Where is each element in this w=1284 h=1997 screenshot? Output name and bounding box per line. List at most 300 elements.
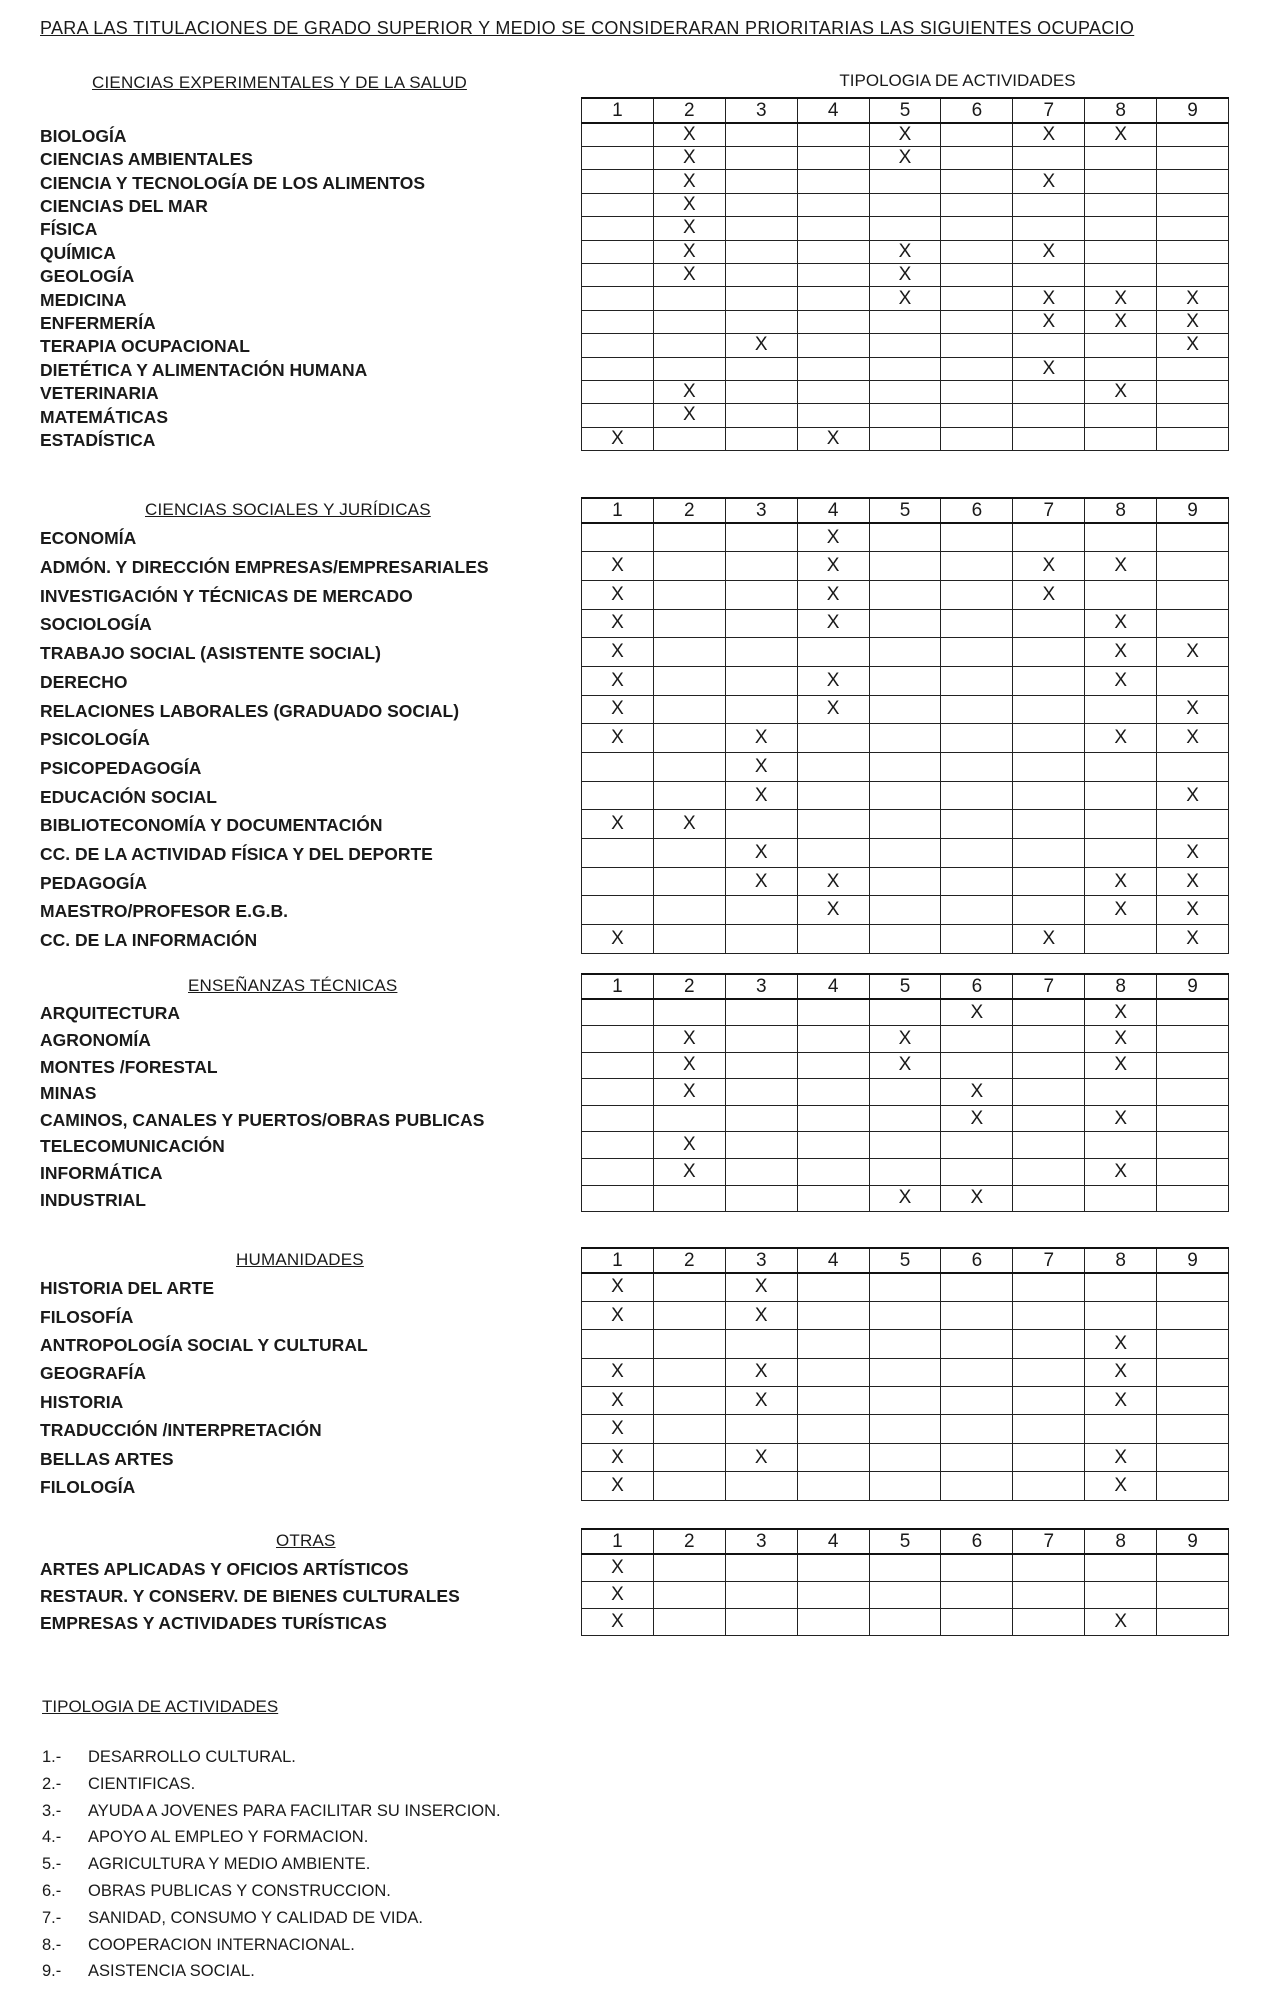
grid-cell: X [653,1026,725,1053]
grid-cell [1013,1185,1085,1212]
grid-row [582,147,1229,170]
grid-cell [869,867,941,896]
titulacion-label: CIENCIAS AMBIENTALES [40,149,253,170]
titulacion-label: AGRONOMÍA [40,1029,151,1050]
titulacion-label: EDUCACIÓN SOCIAL [40,786,217,807]
titulacion-label: INDUSTRIAL [40,1189,146,1210]
grid-cell [725,1330,797,1358]
grid-cell: X [1085,666,1157,695]
grid-cell [797,724,869,753]
grid-cell [941,217,1013,240]
grid-cell: X [1085,1608,1157,1635]
grid-cell [941,1554,1013,1581]
grid-cell [653,1472,725,1500]
grid-cell [1013,1159,1085,1186]
grid-cell [1085,404,1157,427]
grid-row [582,580,1229,609]
tipologia-header: TIPOLOGIA DE ACTIVIDADES [839,71,1076,90]
grid-cell [941,1273,1013,1301]
grid-cell: X [869,263,941,286]
grid-cell: X [1157,896,1229,925]
titulacion-label: BIBLIOTECONOMÍA Y DOCUMENTACIÓN [40,815,383,836]
column-number: 1 [582,498,654,523]
grid-cell: X [1085,867,1157,896]
titulacion-label: ARTES APLICADAS Y OFICIOS ARTÍSTICOS [40,1558,409,1579]
grid-cell [1085,580,1157,609]
grid-cell [582,310,654,333]
grid-cell [797,404,869,427]
titulacion-label: TERAPIA OCUPACIONAL [40,336,250,357]
grid-row [582,1608,1229,1635]
grid-cell: X [1013,580,1085,609]
column-number: 5 [869,1248,941,1273]
grid-cell [941,404,1013,427]
grid-cell: X [1157,839,1229,868]
grid-cell [1157,1159,1229,1186]
legend-text: DESARROLLO CULTURAL. [88,1748,296,1766]
legend-number: 2.- [42,1774,62,1793]
grid-cell [869,666,941,695]
section-title: HUMANIDADES [236,1250,364,1269]
grid-cell [653,839,725,868]
grid-cell: X [653,1052,725,1079]
grid-cell: X [1085,1330,1157,1358]
column-number: 4 [797,974,869,999]
grid-cell: X [725,1273,797,1301]
grid-cell: X [1085,552,1157,581]
grid-cell [653,925,725,954]
grid-cell [1157,810,1229,839]
grid-row [582,240,1229,263]
grid-cell [869,810,941,839]
grid-cell [941,1443,1013,1471]
grid-cell [941,781,1013,810]
grid-cell [1085,217,1157,240]
grid-cell [582,240,654,263]
column-number: 8 [1085,1248,1157,1273]
grid-cell: X [797,427,869,450]
grid-cell: X [582,666,654,695]
grid-cell: X [653,170,725,193]
grid-cell [1085,263,1157,286]
legend-item [42,1962,255,1981]
legend-item [42,1855,370,1874]
grid-cell [1013,1301,1085,1329]
grid-cell [653,580,725,609]
grid-cell [725,609,797,638]
grid-cell: X [1085,1472,1157,1500]
grid-cell [941,552,1013,581]
titulacion-label: ANTROPOLOGÍA SOCIAL Y CULTURAL [40,1335,368,1355]
grid-row [582,1554,1229,1581]
titulacion-label: PSICOLOGÍA [40,729,150,750]
column-number: 8 [1085,98,1157,123]
titulacion-label: EMPRESAS Y ACTIVIDADES TURÍSTICAS [40,1612,387,1633]
grid-cell: X [582,695,654,724]
titulacion-label: ECONOMÍA [40,528,137,549]
grid-cell [1085,810,1157,839]
grid-cell [869,1301,941,1329]
grid-cell [1085,839,1157,868]
grid-cell [869,609,941,638]
grid-cell [1013,427,1085,450]
grid-cell: X [1085,287,1157,310]
titulacion-label: MINAS [40,1083,97,1104]
grid-row [582,263,1229,286]
grid-cell [582,380,654,403]
grid-cell [582,896,654,925]
column-number: 3 [725,498,797,523]
grid-cell [941,310,1013,333]
grid-cell [1085,193,1157,216]
grid-cell [869,580,941,609]
grid-row [582,1026,1229,1053]
grid-cell [1157,404,1229,427]
grid-cell [941,580,1013,609]
grid-cell: X [1085,1105,1157,1132]
grid-cell [653,427,725,450]
grid-cell [941,170,1013,193]
grid-cell [797,287,869,310]
grid-cell [869,638,941,667]
grid-cell [1013,867,1085,896]
grid-cell [1085,523,1157,552]
grid-cell [582,193,654,216]
grid-cell [869,1608,941,1635]
grid-cell: X [653,404,725,427]
titulacion-label: GEOLOGÍA [40,266,135,287]
grid-cell: X [653,263,725,286]
titulacion-label: INVESTIGACIÓN Y TÉCNICAS DE MERCADO [40,585,413,606]
grid-cell [653,1330,725,1358]
grid-cell [869,357,941,380]
column-number: 2 [653,974,725,999]
grid-row [582,1301,1229,1329]
grid-cell: X [1013,357,1085,380]
grid-cell [1085,925,1157,954]
grid-cell [869,334,941,357]
grid-cell [797,1132,869,1159]
grid-cell [1013,1608,1085,1635]
legend-number: 8.- [42,1935,62,1954]
grid-cell [941,1026,1013,1053]
grid-row [582,724,1229,753]
grid-cell [1157,380,1229,403]
column-number: 5 [869,974,941,999]
grid-cell [1157,147,1229,170]
grid-cell [1013,1105,1085,1132]
grid-cell: X [797,896,869,925]
grid-row [582,123,1229,147]
grid-cell: X [1157,925,1229,954]
grid-cell [869,1387,941,1415]
grid-cell: X [1013,240,1085,263]
grid-cell: X [725,839,797,868]
grid-cell [869,896,941,925]
grid-cell [869,1581,941,1608]
grid-cell [725,380,797,403]
grid-cell [941,357,1013,380]
legend-item [42,1748,296,1767]
grid-cell [1013,380,1085,403]
grid-cell [941,695,1013,724]
grid-cell [1013,999,1085,1026]
grid-cell [1157,523,1229,552]
grid-cell [941,1415,1013,1443]
grid-cell [582,1159,654,1186]
grid-cell [1085,240,1157,263]
grid-cell: X [725,1387,797,1415]
grid-cell: X [1157,287,1229,310]
grid-cell: X [653,240,725,263]
grid-cell [1157,609,1229,638]
legend-text: COOPERACION INTERNACIONAL. [88,1935,355,1954]
grid-cell [582,1052,654,1079]
grid-cell [653,1387,725,1415]
column-number: 2 [653,98,725,123]
grid-cell [725,240,797,263]
grid-cell [797,1443,869,1471]
grid-cell [941,1052,1013,1079]
grid-cell [941,427,1013,450]
grid-cell [1157,193,1229,216]
grid-cell [725,1581,797,1608]
grid-cell [1013,1358,1085,1386]
grid-cell: X [869,240,941,263]
grid-header-row [582,98,1229,123]
grid-cell [941,1581,1013,1608]
grid-cell: X [797,523,869,552]
grid-cell: X [869,1052,941,1079]
column-number: 4 [797,1529,869,1554]
grid-cell [1013,1387,1085,1415]
grid-cell [1013,1415,1085,1443]
grid-cell [797,263,869,286]
grid-cell [941,523,1013,552]
grid-cell [869,1273,941,1301]
grid-row [582,896,1229,925]
grid-cell: X [1085,1052,1157,1079]
legend-number: 7.- [42,1908,62,1927]
grid-cell [1157,753,1229,782]
column-number: 3 [725,1529,797,1554]
grid-cell [1085,1132,1157,1159]
grid-cell: X [582,609,654,638]
grid-cell [725,310,797,333]
grid-cell: X [941,1185,1013,1212]
grid-cell [653,1105,725,1132]
column-number: 9 [1157,498,1229,523]
titulacion-label: RELACIONES LABORALES (GRADUADO SOCIAL) [40,700,460,721]
grid-cell [869,552,941,581]
grid-cell: X [797,552,869,581]
legend-item [42,1828,368,1847]
grid-cell: X [869,123,941,147]
grid-cell [797,380,869,403]
grid-cell [653,1415,725,1443]
grid-cell [1013,1443,1085,1471]
grid-cell [725,170,797,193]
grid-cell: X [582,1301,654,1329]
column-number: 5 [869,1529,941,1554]
grid-cell: X [582,925,654,954]
column-number: 4 [797,498,869,523]
grid-cell: X [1157,867,1229,896]
grid-cell [1157,1358,1229,1386]
grid-cell [725,523,797,552]
grid-cell: X [1013,170,1085,193]
column-number: 9 [1157,1248,1229,1273]
legend-text: APOYO AL EMPLEO Y FORMACION. [88,1828,369,1847]
grid-cell [797,1415,869,1443]
grid-cell: X [1085,609,1157,638]
legend-text: SANIDAD, CONSUMO Y CALIDAD DE VIDA. [88,1908,423,1927]
grid-cell: X [1013,552,1085,581]
grid-cell [653,523,725,552]
grid-row [582,552,1229,581]
grid-cell [797,1387,869,1415]
grid-cell: X [725,867,797,896]
grid-cell [725,1554,797,1581]
column-number: 6 [941,1529,1013,1554]
grid-cell [725,357,797,380]
legend-number: 5.- [42,1855,62,1874]
grid-cell [1157,999,1229,1026]
grid-cell [1157,1273,1229,1301]
grid-row [582,781,1229,810]
grid-cell: X [725,1301,797,1329]
grid-cell [869,753,941,782]
grid-cell [725,580,797,609]
column-number: 9 [1157,974,1229,999]
grid-cell [869,310,941,333]
grid-cell [1013,810,1085,839]
grid-cell [869,523,941,552]
titulacion-label: INFORMÁTICA [40,1162,163,1183]
grid-cell [725,123,797,147]
grid-cell [1157,1052,1229,1079]
grid-cell [653,781,725,810]
grid-row [582,1415,1229,1443]
grid-cell [1013,781,1085,810]
grid-cell: X [1085,638,1157,667]
grid-cell [582,287,654,310]
grid-cell: X [1013,310,1085,333]
grid-row [582,695,1229,724]
grid-cell [941,638,1013,667]
column-number: 7 [1013,974,1085,999]
grid-cell: X [797,695,869,724]
grid-cell [582,753,654,782]
grid-cell: X [725,334,797,357]
grid-cell [869,1554,941,1581]
grid-cell [1013,1273,1085,1301]
grid-cell [653,753,725,782]
grid-cell: X [1085,1443,1157,1471]
grid-cell: X [582,810,654,839]
grid-cell [582,999,654,1026]
column-number: 7 [1013,1529,1085,1554]
section-title: CIENCIAS SOCIALES Y JURÍDICAS [145,500,431,519]
grid-cell [1157,1608,1229,1635]
grid-row [582,1581,1229,1608]
grid-cell [725,1608,797,1635]
grid-cell [1157,357,1229,380]
titulacion-label: PEDAGOGÍA [40,872,147,893]
grid-cell: X [582,1387,654,1415]
titulacion-label: ESTADÍSTICA [40,429,156,450]
grid-cell: X [869,1026,941,1053]
column-number: 2 [653,1248,725,1273]
grid-cell [1085,1273,1157,1301]
grid-header-row [582,974,1229,999]
grid-cell [797,1358,869,1386]
column-number: 8 [1085,498,1157,523]
grid-cell [582,123,654,147]
grid-cell [1085,357,1157,380]
grid-cell: X [1085,123,1157,147]
grid-cell [869,781,941,810]
grid-cell [869,1415,941,1443]
grid-cell: X [1085,1358,1157,1386]
grid-row [582,217,1229,240]
grid-cell [797,1052,869,1079]
grid-cell [1157,1185,1229,1212]
grid-cell [941,263,1013,286]
grid-row [582,609,1229,638]
grid-cell [869,1330,941,1358]
column-number: 6 [941,1248,1013,1273]
grid-cell [941,287,1013,310]
titulacion-label: DERECHO [40,671,128,692]
grid-cell [1157,1026,1229,1053]
grid-cell [725,1132,797,1159]
grid-cell [725,552,797,581]
column-number: 7 [1013,498,1085,523]
grid-cell [1157,1554,1229,1581]
grid-cell [653,310,725,333]
grid-cell: X [1085,999,1157,1026]
titulacion-label: MONTES /FORESTAL [40,1056,218,1077]
grid-cell [941,240,1013,263]
grid-cell [1157,1443,1229,1471]
column-number: 4 [797,98,869,123]
grid-cell [941,1159,1013,1186]
grid-cell [725,1105,797,1132]
grid-cell [1085,753,1157,782]
grid-cell [1085,1079,1157,1106]
grid-cell [1157,217,1229,240]
grid-cell [869,427,941,450]
grid-cell [1085,1301,1157,1329]
grid-cell [797,240,869,263]
titulacion-label: DIETÉTICA Y ALIMENTACIÓN HUMANA [40,359,368,380]
grid-cell [1157,1132,1229,1159]
column-number: 2 [653,498,725,523]
titulacion-label: GEOGRAFÍA [40,1363,146,1384]
grid-cell [1013,839,1085,868]
grid-row [582,193,1229,216]
column-number: 9 [1157,1529,1229,1554]
titulacion-label: TELECOMUNICACIÓN [40,1136,225,1157]
column-number: 1 [582,98,654,123]
grid-row [582,427,1229,450]
grid-cell [869,1105,941,1132]
grid-cell: X [1085,1026,1157,1053]
grid-cell [653,1273,725,1301]
grid-row [582,334,1229,357]
grid-cell [941,1358,1013,1386]
